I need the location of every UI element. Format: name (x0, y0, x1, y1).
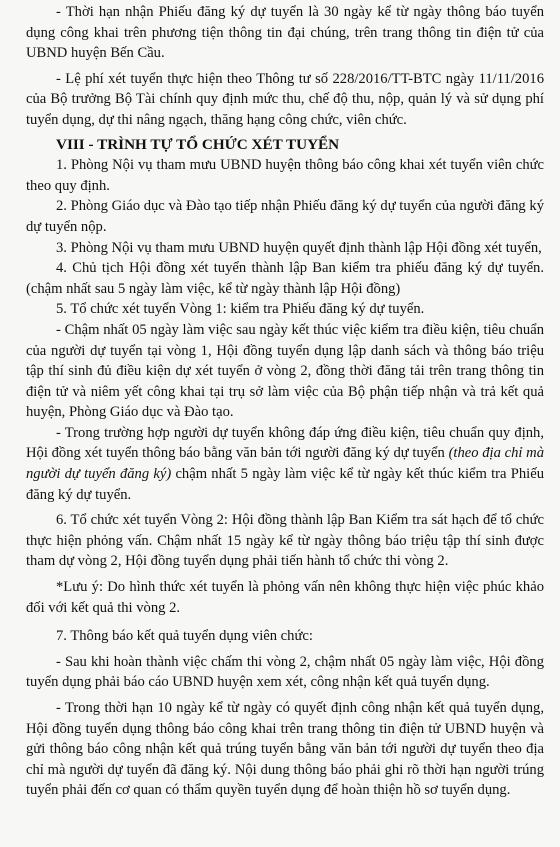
note-paragraph: *Lưu ý: Do hình thức xét tuyển là phỏng vấn nên không thực hiện việc phúc khảo đối với kết quả thi vòng 2. (26, 579, 544, 616)
list-item: 2. Phòng Giáo dục và Đào tạo tiếp nhận Phiếu đăng ký dự tuyển của người đăng ký dự tuyển nộp. (26, 198, 544, 235)
list-item: - Sau khi hoàn thành việc chấm thi vòng 2, chậm nhất 05 ngày làm việc, Hội đồng tuyển dụng phải báo cáo UBND huyện xem xét, công nhận kết quả tuyển dụng. (26, 653, 544, 691)
list-item: 4. Chủ tịch Hội đồng xét tuyển thành lập Ban kiểm tra phiếu đăng ký dự tuyển. (chậm nhất sau 5 ngày làm việc, kể từ ngày thành lập Hội đồng) (26, 260, 544, 297)
list-item: 3. Phòng Nội vụ tham mưu UBND huyện quyết định thành lập Hội đồng xét tuyển, (56, 239, 542, 256)
text-segment: chậm nhất 5 ngày làm việc kể từ ngày kết thúc kiểm tra Phiếu đăng ký dự tuyển. (26, 466, 544, 503)
registration-deadline-paragraph: - Thời hạn nhận Phiếu đăng ký dự tuyển là 30 ngày kể từ ngày thông báo tuyển dụng công khai trên phương tiện thông tin đại chúng, trên trang thông tin điện tử của UBND huyện Bến Cầu. (26, 4, 544, 62)
list-item: 7. Thông báo kết quả tuyển dụng viên chức: (56, 628, 313, 645)
list-item: - Trong thời hạn 10 ngày kể từ ngày có quyết định công nhận kết quả tuyển dụng, Hội đồng tuyển dụng thông báo công khai trên trang thông tin điện tử UBND huyện và gửi thông báo công nhận kết quả trúng tuyển bằng văn bản tới người dự tuyển theo địa chỉ mà người dự tuyển đã đăng ký. Nội dung thông báo phải ghi rõ thời hạn người trúng tuyển phải đến cơ quan có thẩm quyền tuyển dụng để hoàn thiện hồ sơ tuyển dụng. (26, 700, 544, 799)
list-item: 6. Tổ chức xét tuyển Vòng 2: Hội đồng thành lập Ban Kiểm tra sát hạch để tổ chức thực hiện phỏng vấn. Chậm nhất 15 ngày kể từ ngày thông báo triệu tập thí sinh được tham dự vòng 2, Hội đồng tuyển dụng phải tiến hành tổ chức thi vòng 2. (26, 512, 544, 570)
italic-text-segment: (theo địa chỉ mà người dự tuyển đăng ký) (26, 445, 545, 483)
section-heading: VIII - TRÌNH TỰ TỔ CHỨC XÉT TUYỂN (56, 135, 340, 153)
list-item (26, 423, 544, 505)
fee-paragraph: - Lệ phí xét tuyển thực hiện theo Thông tư số 228/2016/TT-BTC ngày 11/11/2016 của Bộ trưởng Bộ Tài chính quy định mức thu, chế độ thu, nộp, quản lý và sử dụng phí tuyển dụng, dự thi nâng ngạch, thăng hạng công chức, viên chức. (26, 70, 544, 128)
list-item: - Chậm nhất 05 ngày làm việc sau ngày kết thúc việc kiểm tra điều kiện, tiêu chuẩn của người dự tuyển tại vòng 1, Hội đồng tuyển dụng lập danh sách và thông báo triệu tập thí sinh đủ điều kiện dự xét tuyển ở vòng 2, đồng thời đăng tải trên trang thông tin điện tử và niêm yết công khai tại trụ sở làm việc của Bộ phận tiếp nhận và trả kết quả huyện, Phòng Giáo dục và Đào tạo. (26, 321, 544, 421)
text-segment: - Trong trường hợp người dự tuyển không đáp ứng điều kiện, tiêu chuẩn quy định, Hội đồng xét tuyển thông báo bằng văn bản tới người đăng ký dự tuyển (26, 424, 544, 462)
list-item: 5. Tổ chức xét tuyển Vòng 1: kiểm tra Phiếu đăng ký dự tuyển. (56, 301, 425, 318)
list-item: 1. Phòng Nội vụ tham mưu UBND huyện thông báo công khai xét tuyển viên chức theo quy định. (26, 157, 544, 194)
